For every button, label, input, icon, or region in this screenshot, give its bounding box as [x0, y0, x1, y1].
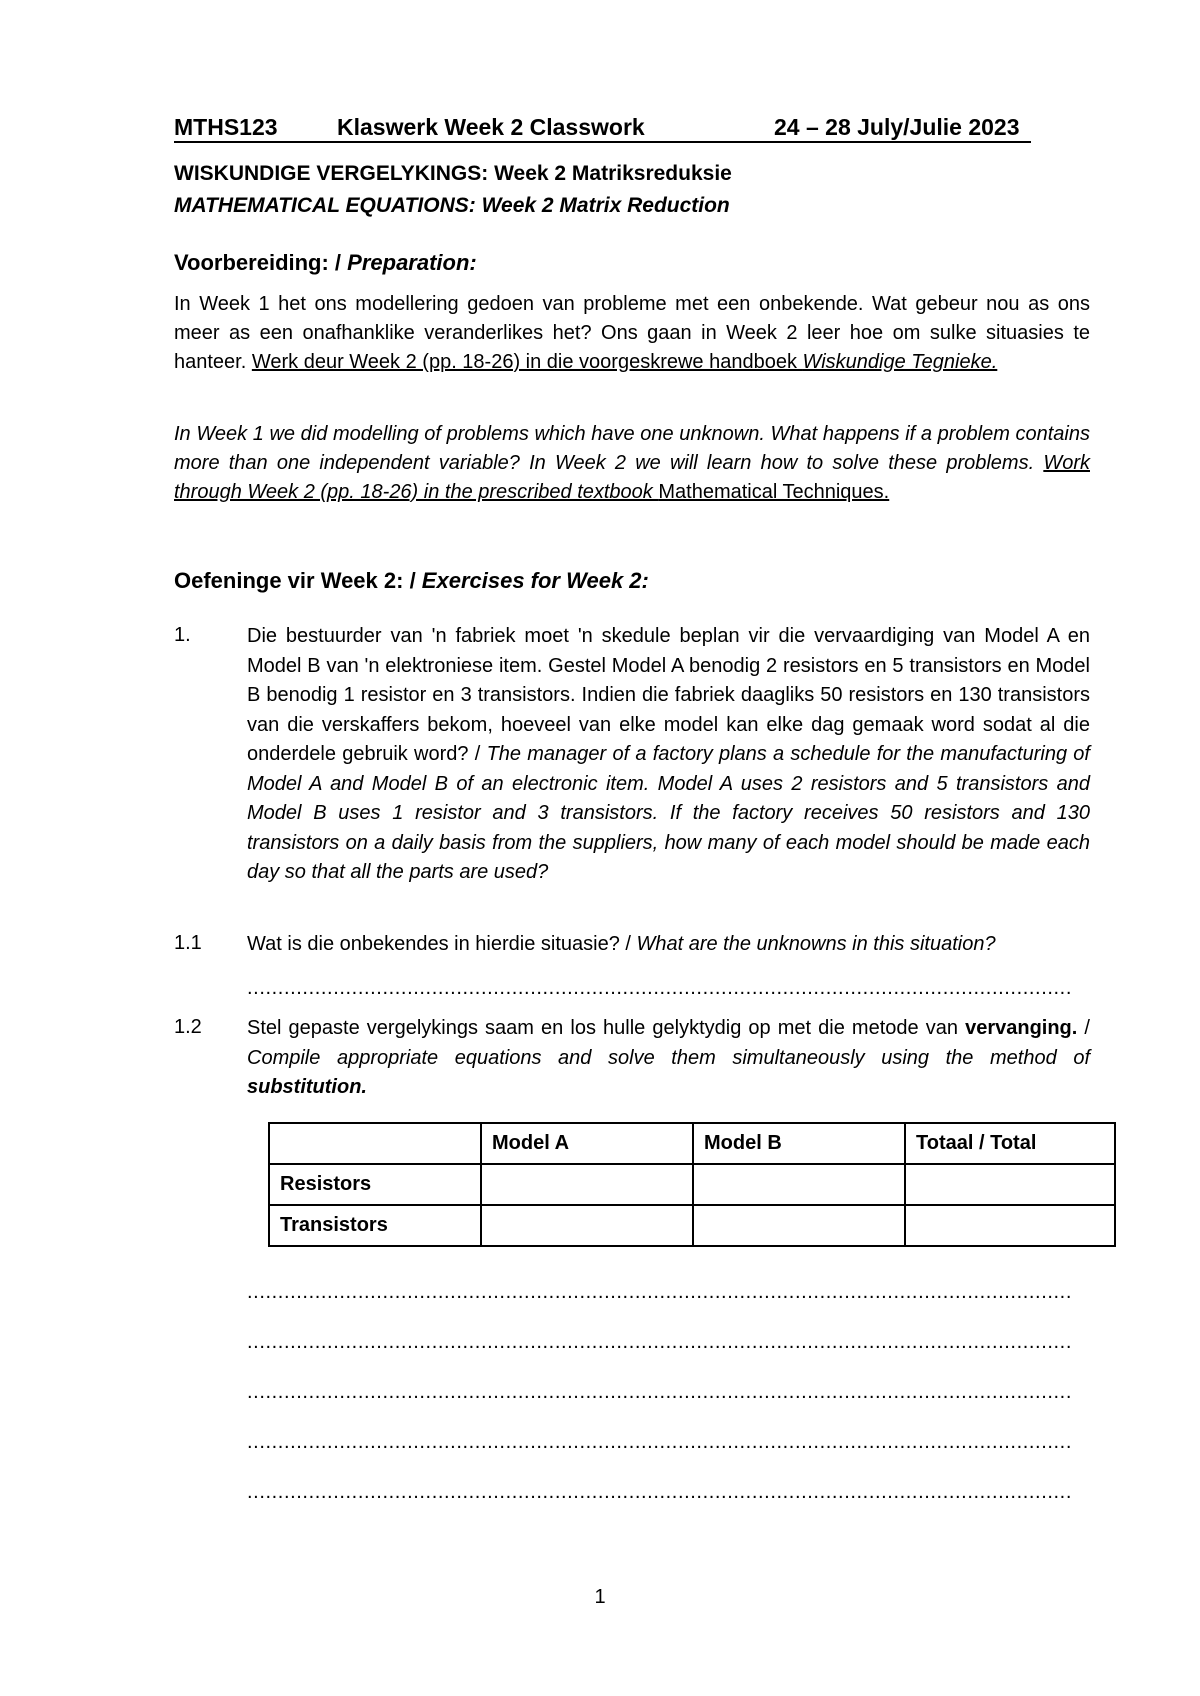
table-cell[interactable]: [905, 1205, 1115, 1246]
preparation-heading-en: Preparation:: [347, 250, 477, 275]
exercises-heading-af: Oefeninge vir Week 2: /: [174, 568, 422, 593]
question-1-1-en: What are the unknowns in this situation?: [636, 933, 996, 955]
question-1-text: [247, 622, 1090, 888]
question-1-en: The manager of a factory plans a schedule for the manufacturing of Model A and Model B of an electronic item. Model A uses 2 resistors and 5 transistors and Model B uses 1 resistor and 3 transistors. If the factory receives 50 resistors and 130 transistors on a daily basis from the suppliers, how many of each model should be made each day so that all the parts are used?: [247, 743, 1090, 883]
question-1-af: Die bestuurder van 'n fabriek moet 'n skedule beplan vir die vervaardiging van Model A en Model B van 'n elektroniese item. Gestel Model A benodig 2 resistors en 5 transistors en Model B benodig 1 resistor en 3 transistors. Indien die fabriek daagliks 50 resistors en 130 transistors van die verskaffers bekom, hoeveel van elke model kan elke dag gemaak word sodat al die onderdele gebruik word? /: [247, 625, 1090, 765]
answer-line: ......................................................................................................................................: [247, 1432, 1072, 1452]
question-1-2-text: [247, 1014, 1090, 1103]
question-1-2-number: 1.2: [174, 1016, 202, 1038]
title-english: MATHEMATICAL EQUATIONS: Week 2 Matrix Reduction: [174, 194, 730, 217]
preparation-paragraph-en: [174, 420, 1090, 507]
title-afrikaans: WISKUNDIGE VERGELYKINGS: Week 2 Matriksreduksie: [174, 162, 732, 185]
preparation-paragraph-af: [174, 290, 1090, 377]
header-title: Klaswerk Week 2 Classwork: [337, 114, 645, 140]
table-cell[interactable]: [481, 1205, 693, 1246]
table-header-cell: Model A: [481, 1123, 693, 1164]
prep-en-link: Work through Week 2 (pp. 18-26) in the prescribed textbook: [174, 452, 1090, 503]
course-code: MTHS123: [174, 114, 278, 140]
table-cell[interactable]: [905, 1164, 1115, 1205]
table-header-cell: [269, 1123, 481, 1164]
table-header-row: [269, 1123, 1115, 1164]
answer-line: ......................................................................................................................................: [247, 1382, 1072, 1402]
exercises-heading: [174, 568, 649, 594]
page-number: 1: [594, 1586, 606, 1608]
question-1-2-sep: /: [1077, 1017, 1090, 1039]
question-1-1-text: [247, 930, 1090, 960]
preparation-heading-af: Voorbereiding: /: [174, 250, 348, 275]
header-underline: [174, 141, 1031, 143]
answer-line: ......................................................................................................................................: [247, 1282, 1072, 1302]
table-cell[interactable]: [693, 1164, 905, 1205]
table-header-cell: Model B: [693, 1123, 905, 1164]
question-1-2-en-b: substitution.: [247, 1076, 367, 1098]
question-1-number: 1.: [174, 624, 191, 646]
prep-en-text: In Week 1 we did modelling of problems which have one unknown. What happens if a problem contains more than one independent variable? In Week 2 we will learn how to solve these problems.: [174, 423, 1090, 474]
prep-af-link: Werk deur Week 2 (pp. 18-26) in die voorgeskrewe handboek: [251, 351, 803, 373]
question-1-2-af-b: vervanging.: [965, 1017, 1078, 1039]
table-row-label: Resistors: [269, 1164, 481, 1205]
question-1-2-af-a: Stel gepaste vergelykings saam en los hulle gelyktydig op met die metode van: [247, 1017, 966, 1039]
table-header-cell: Totaal / Total: [905, 1123, 1115, 1164]
prep-en-book: Mathematical Techniques.: [658, 481, 890, 503]
answer-line-1-1: ......................................................................................................................................: [247, 978, 1072, 998]
question-1-1-number: 1.1: [174, 932, 202, 954]
table-cell[interactable]: [693, 1205, 905, 1246]
question-1-2-en-a: Compile appropriate equations and solve them simultaneously using the method of: [247, 1046, 1090, 1069]
answer-line: ......................................................................................................................................: [247, 1482, 1072, 1502]
prep-af-book: Wiskundige Tegnieke.: [802, 351, 998, 373]
answer-line: ......................................................................................................................................: [247, 1332, 1072, 1352]
exercises-heading-en: Exercises for Week 2:: [421, 568, 649, 593]
components-table: [268, 1122, 1116, 1247]
table-cell[interactable]: [481, 1164, 693, 1205]
header-date: 24 – 28 July/Julie 2023: [774, 114, 1020, 140]
prep-af-text: In Week 1 het ons modellering gedoen van probleme met een onbekende. Wat gebeur nou as ons meer as een onafhanklike veranderlikes het? Ons gaan in Week 2 leer hoe om sulke situasies te hanteer.: [174, 293, 1090, 373]
table-row: [269, 1164, 1115, 1205]
table-row: [269, 1205, 1115, 1246]
question-1-1-af: Wat is die onbekendes in hierdie situasie? /: [247, 933, 637, 955]
table-row-label: Transistors: [269, 1205, 481, 1246]
preparation-heading: [174, 250, 477, 276]
